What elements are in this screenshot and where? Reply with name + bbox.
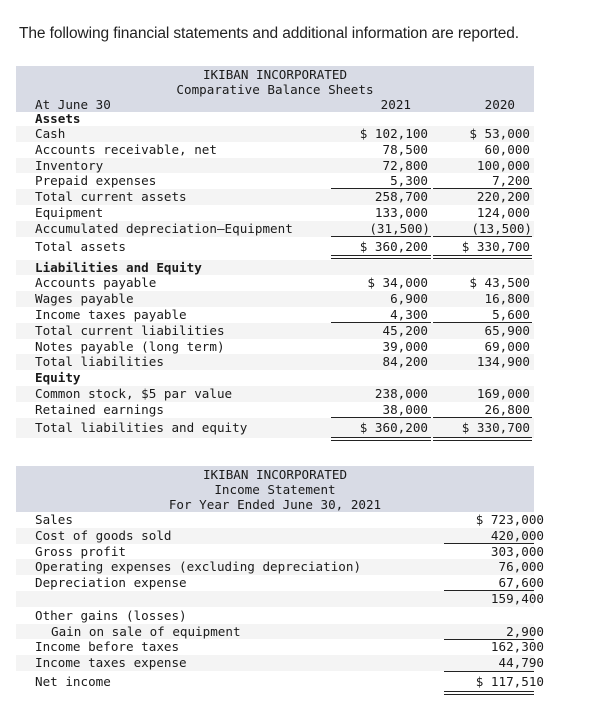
section-heading-liabilities-equity: Liabilities and Equity	[16, 260, 534, 276]
balance-sheet	[16, 66, 534, 438]
total-double-rule	[433, 437, 532, 441]
table-row: Income taxes expense 44,790	[16, 655, 534, 671]
table-row: Cash $ 102,100 $ 53,000	[16, 126, 534, 142]
table-row: Accounts payable $ 34,000 $ 43,500	[35, 275, 530, 291]
table-row: Operating expenses (excluding depreciation) 76,000	[16, 559, 534, 575]
table-row: Accounts receivable, net 78,500 60,000	[35, 141, 530, 157]
total-double-rule	[331, 437, 431, 441]
table-row: 159,400	[16, 591, 534, 607]
table-row-total-liabilities-equity: Total liabilities and equity $ 360,200 $ 330,700	[16, 418, 534, 438]
table-row: Wages payable 6,900 16,800	[16, 291, 534, 307]
table-row: Accumulated depreciation—Equipment (31,500) (13,500)	[16, 221, 534, 237]
table-row: Equipment 133,000 124,000	[35, 204, 530, 220]
table-row: Prepaid expenses 5,300 7,200	[35, 173, 530, 189]
table-row: Income taxes payable 4,300 5,600	[35, 306, 530, 322]
table-row: Total liabilities 84,200 134,900	[16, 354, 534, 370]
total-double-rule	[331, 255, 431, 259]
table-row: Notes payable (long term) 39,000 69,000	[35, 338, 530, 354]
statement-title: Income Statement	[214, 482, 336, 497]
income-statement-header	[16, 466, 534, 512]
balance-sheet-header	[16, 66, 534, 112]
company-name: IKIBAN INCORPORATED	[202, 67, 348, 82]
date-label: At June 30	[35, 97, 111, 112]
income-statement	[16, 466, 544, 692]
table-row: Sales $ 723,000	[35, 512, 544, 527]
total-double-rule	[444, 691, 534, 695]
table-row: Gain on sale of equipment 2,900	[16, 624, 534, 640]
statement-title: Comparative Balance Sheets	[176, 82, 374, 97]
table-row-total-assets: Total assets $ 360,200 $ 330,700	[16, 237, 534, 256]
table-row: Other gains (losses)	[35, 607, 187, 623]
total-double-rule	[433, 255, 532, 259]
column-header-2021: 2021	[380, 97, 411, 112]
table-row: Inventory 72,800 100,000	[16, 158, 534, 174]
section-heading-equity: Equity	[35, 370, 81, 386]
table-row: Gross profit 303,000	[35, 543, 544, 559]
table-row: Income before taxes 162,300	[35, 639, 544, 655]
table-row: Total current liabilities 45,200 65,900	[16, 323, 534, 339]
table-row: Total current assets 258,700 220,200	[16, 189, 534, 205]
table-row: Common stock, $5 par value 238,000 169,000	[16, 386, 534, 402]
table-row: Depreciation expense 67,600	[35, 575, 544, 591]
intro-text: The following financial statements and additional information are reported.	[19, 25, 519, 42]
company-name: IKIBAN INCORPORATED	[202, 467, 348, 482]
table-row: Retained earnings 38,000 26,800	[35, 401, 530, 417]
column-header-2020: 2020	[484, 97, 515, 112]
table-row-net-income: Net income $ 117,510	[16, 671, 534, 692]
table-row: Cost of goods sold 420,000	[16, 528, 534, 544]
statement-period: For Year Ended June 30, 2021	[168, 497, 382, 512]
section-heading-assets: Assets	[35, 111, 81, 126]
